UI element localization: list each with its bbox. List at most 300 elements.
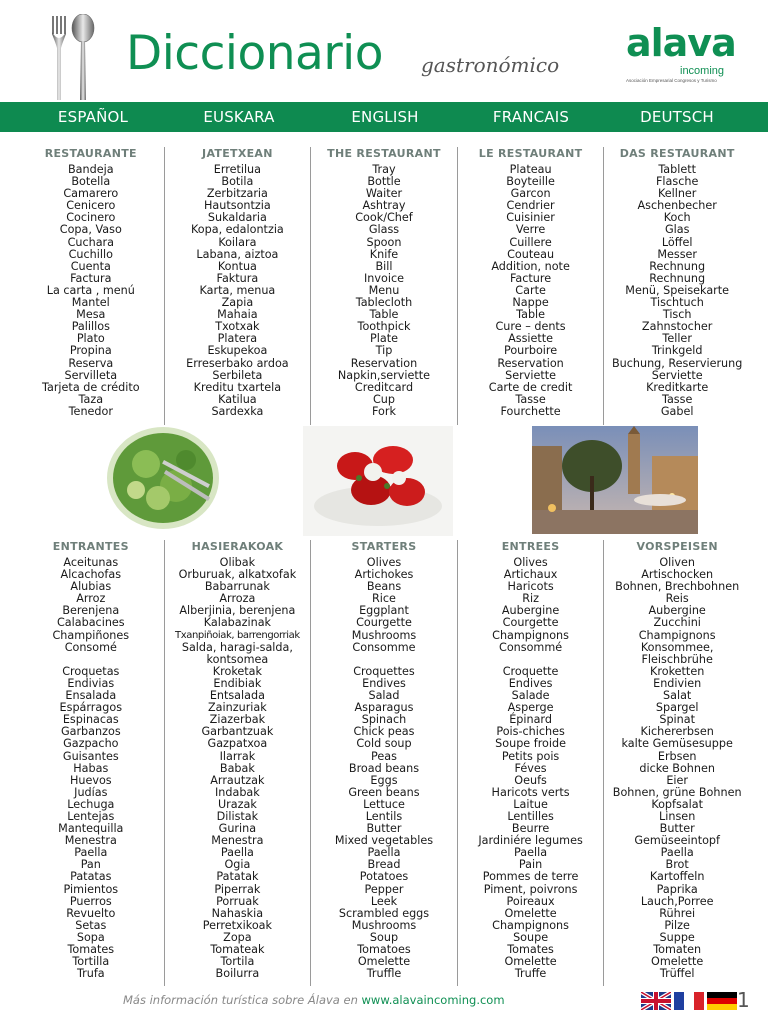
term-item: Tortilla [72, 955, 110, 969]
term-item: Tomateak [210, 943, 265, 956]
term-item: Lechuga [67, 797, 115, 811]
term-item: Broad beans [348, 761, 420, 775]
term-item: Eskupekoa [207, 344, 268, 358]
term-item: Reservation [350, 356, 418, 370]
term-item: Carte de credit [488, 380, 573, 394]
term-item: Endives [362, 676, 406, 690]
term-item: Asperge [507, 701, 554, 715]
term-item: Rice [372, 592, 396, 606]
term-item: Tasse [661, 392, 693, 406]
term-item: Erbsen [657, 749, 697, 763]
term-item: Consommé [499, 640, 563, 654]
term-item: Bohnen, Brechbohnen [615, 580, 740, 594]
term-item: Platera [217, 332, 258, 346]
term-item: Erretilua [213, 163, 262, 176]
term-list [18, 557, 164, 980]
term-item: Napkin,serviette [337, 368, 431, 382]
column-heading: JATETXEAN [202, 147, 273, 160]
term-item: Olives [513, 556, 548, 569]
term-item: Leek [370, 894, 398, 908]
term-item: Cold soup [356, 737, 412, 751]
term-item: Gabel [660, 404, 694, 418]
term-item: Entsalada [209, 689, 265, 703]
term-item: Tarjeta de crédito [42, 380, 140, 394]
term-item: Setas [75, 918, 107, 932]
term-item: Waiter [365, 187, 403, 201]
term-item: Aubergine [648, 604, 706, 618]
column-heading: RESTAURANTE [44, 147, 137, 160]
term-item: Croquetas [62, 664, 120, 678]
term-item: Pois-chiches [496, 725, 565, 739]
term-item: Endibiak [213, 676, 262, 690]
term-item: Salad [368, 689, 400, 703]
term-item: Eggs [370, 773, 398, 787]
term-item: Ilarrak [219, 749, 256, 763]
footer-text: Más información turística sobre Álava en [123, 993, 358, 1007]
term-item: Soupe [513, 930, 549, 944]
term-item: Copa, Vaso [59, 223, 122, 237]
term-item: Lentejas [67, 809, 115, 823]
term-item: Aubergine [501, 604, 560, 618]
term-item: Hautsontzia [204, 199, 271, 213]
page-number: 1 [737, 988, 750, 1012]
term-list [165, 557, 311, 980]
term-item: Poireaux [506, 894, 555, 908]
term-item: Mantel [71, 296, 110, 310]
term-item: Sopa [76, 930, 105, 944]
term-item: Garbanzos [60, 725, 121, 739]
term-item: Aschenbecher [637, 199, 717, 213]
term-item: Berenjena [62, 604, 120, 618]
term-item: Pilze [664, 918, 690, 932]
term-item: Alcachofas [60, 568, 122, 582]
alava-incoming-logo [622, 21, 742, 88]
term-item: Aceitunas [63, 556, 119, 569]
term-item: Ziazerbak [209, 713, 266, 727]
term-list [458, 557, 604, 980]
term-item: Botila [221, 175, 254, 189]
term-item: Txotxak [215, 320, 260, 334]
term-item: Bohnen, grüne Bohnen [612, 785, 742, 799]
term-item: Pimientos [63, 882, 119, 896]
term-item: Bottle [367, 175, 401, 189]
term-item: Tablecloth [355, 296, 413, 310]
term-item: Haricots [507, 580, 554, 594]
term-item: Gemüseeintopf [634, 834, 720, 848]
term-item: Boilurra [215, 967, 260, 981]
vocab-column [604, 147, 750, 425]
term-item: Féves [514, 761, 547, 775]
term-item: Sukaldaria [207, 211, 267, 225]
term-item: Ogia [224, 858, 251, 872]
term-list [311, 164, 457, 418]
term-item: Mesa [76, 308, 106, 322]
term-item: Laitue [513, 797, 548, 811]
term-item: Toothpick [357, 320, 411, 334]
term-item: Sardexka [211, 404, 264, 418]
plaza-photo [532, 426, 698, 534]
term-item: Endives [508, 676, 553, 690]
term-item: Plate [369, 332, 398, 346]
term-item: Cuchara [67, 235, 115, 249]
term-item: Taza [78, 392, 104, 406]
term-item: Table [516, 308, 546, 322]
term-item: Menestra [211, 834, 264, 848]
lang-deutsch: DEUTSCH [640, 108, 714, 126]
term-item: Espinacas [62, 713, 119, 727]
uk-flag-icon [641, 992, 671, 1010]
term-item: Teller [662, 332, 692, 346]
term-item: Facture [510, 271, 552, 285]
term-item: Arrautzak [210, 773, 265, 787]
language-bar [0, 102, 768, 132]
term-item: Messer [657, 247, 698, 261]
term-item: Consomme [352, 640, 416, 654]
term-item: Buchung, Reservierung [611, 356, 743, 370]
term-item: Pepper [364, 882, 404, 896]
term-item: Tischtuch [650, 296, 704, 310]
term-item: Brot [665, 858, 689, 872]
column-heading: DAS RESTAURANT [619, 147, 735, 160]
term-item: Spargel [655, 701, 699, 715]
term-list [604, 557, 750, 980]
term-item: Salat [663, 689, 692, 703]
term-item: Paella [220, 846, 254, 860]
term-item: Kreditu txartela [193, 380, 282, 394]
vocab-column [311, 540, 458, 986]
term-item: Cenicero [66, 199, 116, 213]
term-item: Indabak [214, 785, 260, 799]
footer-link[interactable]: www.alavaincoming.com [361, 993, 505, 1007]
term-item: Linsen [659, 809, 696, 823]
term-item: Omelette [357, 955, 411, 969]
term-item: Kalabazinak [203, 616, 272, 630]
term-list [311, 557, 457, 980]
term-item: Alberjinia, berenjena [179, 604, 296, 618]
term-item: Zapia [221, 296, 254, 310]
term-item: Konsommee, Fleischbrühe [640, 640, 714, 666]
term-item: Habas [73, 761, 109, 775]
term-item: Zerbitzaria [206, 187, 268, 201]
term-item: Patatas [70, 870, 112, 884]
term-item: Nahaskia [211, 906, 264, 920]
term-item: Salade [511, 689, 550, 703]
term-item: Piperrak [214, 882, 261, 896]
term-item: Serviette [651, 368, 703, 382]
term-item: Tasse [515, 392, 546, 406]
term-item: Artichaux [503, 568, 558, 582]
term-item: Garcon [510, 187, 551, 201]
term-item: Zainzuriak [208, 701, 267, 715]
term-item: Kreditkarte [646, 380, 709, 394]
term-item: Paella [660, 846, 694, 860]
term-item: Reservation [497, 356, 564, 370]
term-item: Tray [372, 163, 396, 176]
term-item: Pan [80, 858, 101, 872]
term-item: Trufa [76, 967, 105, 981]
salad-photo [106, 426, 220, 530]
term-item: Beans [366, 580, 402, 594]
france-flag-icon [674, 992, 704, 1010]
term-item: Babak [219, 761, 255, 775]
term-item: Nappe [512, 296, 549, 310]
term-item: Trüffel [659, 967, 695, 981]
term-item: Zucchini [653, 616, 701, 630]
term-item: Erreserbako ardoa [186, 356, 289, 370]
vocab-column [18, 147, 165, 425]
term-item: Potatoes [359, 870, 409, 884]
term-item: Rechnung [649, 271, 706, 285]
cutlery-icon [48, 14, 98, 102]
term-item: Peas [371, 749, 397, 763]
term-item: Kroketten [650, 664, 705, 678]
term-item: Omelette [504, 955, 557, 969]
term-item: Reserva [68, 356, 114, 370]
term-item: Reis [665, 592, 689, 606]
vocab-column [165, 147, 312, 425]
vocab-column [165, 540, 312, 986]
term-item: Invoice [363, 271, 404, 285]
term-item: Kontua [217, 259, 257, 273]
term-item: Alubias [70, 580, 112, 594]
term-item: Pourboire [503, 344, 558, 358]
term-item: Suppe [659, 930, 695, 944]
term-item: Glass [368, 223, 400, 237]
term-item: Artichokes [354, 568, 414, 582]
column-heading: HASIERAKOAK [191, 540, 284, 553]
term-item: Tenedor [68, 404, 113, 418]
term-item: Perretxikoak [202, 918, 273, 932]
term-item: Zahnstocher [641, 320, 713, 334]
term-item: Truffle [366, 967, 402, 981]
term-item: Scrambled eggs [338, 906, 430, 920]
term-item: Truffe [514, 967, 547, 981]
term-item: Champignons [492, 918, 569, 932]
logo-tagline: Asociación Empresarial Congresos y Turismo [626, 78, 717, 83]
column-heading: VORSPEISEN [636, 540, 718, 553]
logo-sub: incoming [680, 65, 725, 77]
term-item: Patatak [216, 870, 259, 884]
term-item: Factura [70, 271, 112, 285]
lang-english: ENGLISH [351, 108, 419, 126]
term-item: Creditcard [354, 380, 414, 394]
term-item: Bread [367, 858, 401, 872]
term-item: Revuelto [66, 906, 116, 920]
vocab-column [458, 147, 605, 425]
term-item: Cuenta [70, 259, 111, 273]
term-item: Assiette [508, 332, 554, 346]
term-item: Paella [367, 846, 401, 860]
term-item: Green beans [348, 785, 420, 799]
term-item: Olibak [219, 556, 256, 569]
vocab-column [311, 147, 458, 425]
germany-flag-icon [707, 992, 737, 1010]
term-item: Plateau [509, 163, 552, 176]
term-item: Cendrier [506, 199, 555, 213]
term-item: Mushrooms [351, 628, 417, 642]
term-item: Babarrunak [204, 580, 270, 594]
term-item: Tomates [67, 943, 115, 956]
term-item: Croquette [502, 664, 559, 678]
term-item: Beurre [511, 822, 550, 836]
column-heading: ENTRANTES [52, 540, 129, 553]
term-item: Kellner [657, 187, 697, 201]
term-item: Mantequilla [58, 822, 124, 836]
term-item: Mixed vegetables [334, 834, 434, 848]
term-list [604, 164, 750, 418]
term-item: Croquettes [353, 664, 415, 678]
term-item: Glas [664, 223, 690, 237]
term-item: Puerros [69, 894, 112, 908]
term-item: Cuillere [509, 235, 552, 249]
term-item: Palillos [71, 320, 110, 334]
term-item: Cup [372, 392, 395, 406]
term-item: Riz [522, 592, 539, 606]
term-item: Menü, Speisekarte [625, 283, 730, 297]
vocab-column [604, 540, 750, 986]
term-item: Omelette [504, 906, 557, 920]
term-item: Carte [515, 283, 546, 297]
term-item: Txanpiñoiak, barrengorriak [175, 629, 300, 641]
term-item: Boyteille [506, 175, 555, 189]
term-item: Trinkgeld [651, 344, 703, 358]
term-item: Plato [76, 332, 105, 346]
term-item: Mahaia [217, 308, 258, 322]
term-item: Tip [375, 344, 393, 358]
term-item: Lettuce [363, 797, 405, 811]
lang-espanol: ESPAÑOL [57, 108, 129, 126]
term-item: Verre [515, 223, 546, 237]
term-item: Lentils [365, 809, 403, 823]
term-item: Gazpatxoa [207, 737, 268, 751]
term-item: Menu [368, 283, 400, 297]
term-item: Asparagus [354, 701, 414, 715]
term-item: Löffel [661, 235, 693, 249]
term-item: Soupe froide [495, 737, 566, 751]
term-item: Serbileta [212, 368, 263, 382]
term-item: Gazpacho [63, 737, 119, 751]
term-item: Paella [74, 846, 108, 860]
term-item: Oeufs [514, 773, 547, 787]
term-item: Kopfsalat [651, 797, 704, 811]
term-item: Petits pois [501, 749, 560, 763]
term-item: Karta, menua [199, 283, 276, 297]
term-item: Spoon [366, 235, 402, 249]
term-item: Menestra [64, 834, 117, 848]
term-item: Kichererbsen [640, 725, 714, 739]
term-item: Omelette [651, 955, 704, 969]
term-item: Zopa [223, 930, 252, 944]
term-item: Ashtray [362, 199, 406, 213]
lang-euskara: EUSKARA [203, 108, 275, 126]
term-item: Rechnung [649, 259, 706, 273]
term-item: Champignons [492, 628, 569, 642]
flags [641, 992, 737, 1010]
term-item: Calabacines [56, 616, 125, 630]
term-item: Porruak [216, 894, 259, 908]
term-item: Courgette [502, 616, 559, 630]
term-item: Propina [69, 344, 112, 358]
term-item: Couteau [507, 247, 555, 261]
vocab-column [458, 540, 605, 986]
term-item: Serviette [505, 368, 556, 382]
term-item: Botella [71, 175, 111, 189]
term-item: Flasche [655, 175, 699, 189]
term-item: Eggplant [359, 604, 409, 618]
term-item: Olives [366, 556, 402, 569]
term-item: Pommes de terre [482, 870, 579, 884]
term-item: Guisantes [62, 749, 119, 763]
term-item: Artischocken [641, 568, 714, 582]
term-item: Orburuak, alkatxofak [178, 568, 297, 582]
section-starters [18, 540, 750, 986]
term-item: Lentilles [507, 809, 554, 823]
term-item: Cuisinier [506, 211, 555, 225]
term-item: Judías [74, 785, 108, 799]
term-item: La carta , menú [46, 283, 135, 297]
term-item: Piment, poivrons [483, 882, 578, 896]
term-item: Haricots verts [491, 785, 570, 799]
term-list [18, 164, 164, 418]
term-item: Spinat [659, 713, 695, 727]
peppers-photo [303, 426, 453, 536]
term-item: Arroza [219, 592, 256, 606]
term-item: Espárragos [59, 701, 123, 715]
term-item: Bill [375, 259, 393, 273]
term-item: Champiñones [52, 628, 130, 642]
logo-brand: alava [626, 21, 736, 65]
term-item: Mushrooms [351, 918, 417, 932]
term-item: Champignons [638, 628, 716, 642]
term-item: Huevos [69, 773, 112, 787]
lang-francais: FRANCAIS [492, 108, 570, 126]
term-item: Oliven [659, 556, 695, 569]
footer-info [123, 993, 505, 1007]
term-item: Cook/Chef [355, 211, 413, 225]
vocab-column [18, 540, 165, 986]
term-item: Butter [366, 822, 402, 836]
term-item: Jardiniére legumes [478, 834, 583, 848]
term-item: Garbantzuak [201, 725, 274, 739]
term-item: Camarero [63, 187, 119, 201]
term-item: Labana, aiztoa [196, 247, 279, 261]
term-item: Tomates [507, 943, 554, 956]
term-item: Kroketak [212, 664, 262, 678]
term-item: Paprika [656, 882, 698, 896]
column-heading: THE RESTAURANT [327, 147, 441, 160]
term-item: Paella [514, 846, 548, 860]
term-item: Rührei [659, 906, 696, 920]
term-item: Salda, haragi-salda, kontsomea [181, 640, 293, 666]
term-item: Kopa, edalontzia [190, 223, 284, 237]
column-heading: STARTERS [351, 540, 417, 553]
term-item: Spinach [361, 713, 407, 727]
term-item: Koch [663, 211, 691, 225]
term-item: Butter [659, 822, 695, 836]
term-item: Lauch,Porree [640, 894, 714, 908]
term-item: Table [369, 308, 399, 322]
term-item: Tablett [658, 163, 697, 176]
term-item: Fourchette [500, 404, 561, 418]
term-item: Pain [518, 858, 543, 872]
term-item: Gurina [218, 822, 257, 836]
column-heading: ENTREES [501, 540, 560, 553]
term-item: Katilua [218, 392, 257, 406]
term-item: Tortila [220, 955, 255, 969]
term-item: Bandeja [68, 163, 114, 176]
term-item: Cocinero [66, 211, 116, 225]
column-heading: LE RESTAURANT [478, 147, 583, 160]
